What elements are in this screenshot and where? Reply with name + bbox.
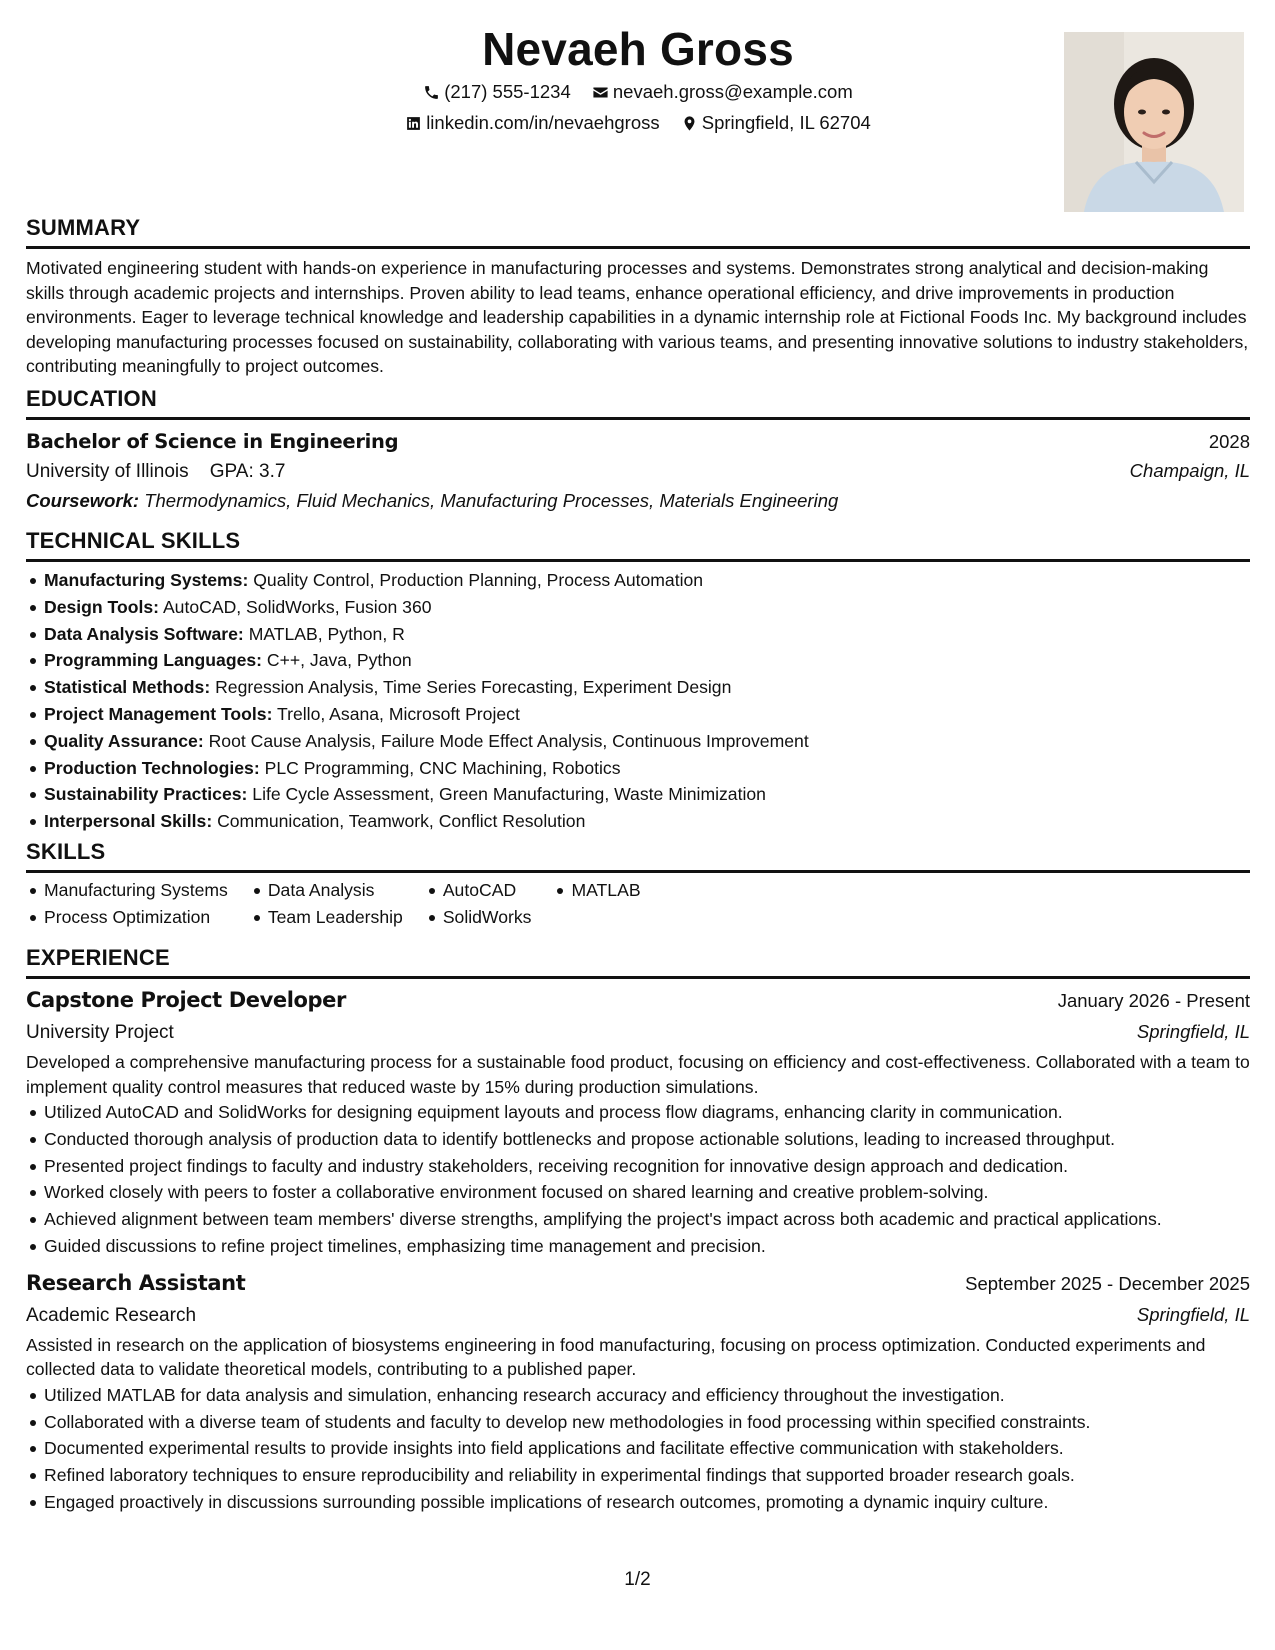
- list-item: Data Analysis: [268, 877, 403, 904]
- linkedin-text: linkedin.com/in/nevaehgross: [426, 112, 660, 133]
- list-item: Refined laboratory techniques to ensure reproducibility and reliability in experimental findings that supported broader research goals.: [44, 1462, 1250, 1489]
- skills-column-list: [26, 877, 228, 931]
- skill-value: MATLAB, Python, R: [248, 623, 405, 644]
- skills-heading: SKILLS: [26, 838, 1250, 873]
- job-bullets: [26, 1099, 1250, 1260]
- list-item: [44, 647, 1250, 674]
- list-item: [44, 781, 1250, 808]
- job-org: Academic Research: [26, 1304, 197, 1326]
- list-item: Process Optimization: [44, 904, 228, 931]
- skill-label: Interpersonal Skills:: [44, 811, 213, 832]
- list-item: [44, 728, 1250, 755]
- list-item: Documented experimental results to provide insights into field applications and facilitate effective communication with stakeholders.: [44, 1435, 1250, 1462]
- education-section: [26, 385, 1250, 515]
- coursework-list: Thermodynamics, Fluid Mechanics, Manufacturing Processes, Materials Engineering: [144, 490, 839, 511]
- skills-column-list: [553, 877, 640, 904]
- list-item: [44, 567, 1250, 594]
- email-contact[interactable]: [592, 79, 853, 105]
- job-entry: [26, 1268, 1250, 1516]
- skill-label: Project Management Tools:: [44, 703, 273, 724]
- job-title: Capstone Project Developer: [26, 988, 346, 1012]
- technical-skills-heading: TECHNICAL SKILLS: [26, 527, 1250, 562]
- summary-heading: SUMMARY: [26, 214, 1250, 249]
- skill-value: C++, Java, Python: [266, 650, 412, 671]
- job-location: Springfield, IL: [1136, 1303, 1250, 1325]
- linkedin-icon: [405, 115, 422, 132]
- list-item: MATLAB: [571, 877, 640, 904]
- skill-value: Root Cause Analysis, Failure Mode Effect Analysis, Continuous Improvement: [208, 730, 809, 751]
- envelope-icon: [592, 84, 609, 101]
- profile-photo: [1064, 32, 1244, 212]
- job-org-row: [26, 1299, 1250, 1331]
- job-bullets: [26, 1382, 1250, 1516]
- job-org: University Project: [26, 1022, 174, 1043]
- skill-label: Data Analysis Software:: [44, 623, 244, 644]
- skill-value: PLC Programming, CNC Machining, Robotics: [264, 757, 621, 778]
- skills-column-list: [425, 877, 532, 931]
- list-item: Engaged proactively in discussions surrounding possible implications of research outcomes, promoting a dynamic inquiry culture.: [44, 1489, 1250, 1516]
- job-location: Springfield, IL: [1136, 1021, 1250, 1042]
- education-school-row: [26, 456, 1250, 486]
- coursework-label: Coursework:: [26, 490, 140, 511]
- list-item: SolidWorks: [443, 904, 532, 931]
- resume-header: [26, 0, 1250, 220]
- skills-column: [553, 877, 640, 931]
- list-item: Utilized MATLAB for data analysis and simulation, enhancing research accuracy and efficiency throughout the investigation.: [44, 1382, 1250, 1409]
- skill-label: Design Tools:: [44, 596, 160, 617]
- technical-skills-list: [26, 567, 1250, 835]
- skills-column-list: [250, 877, 403, 931]
- skill-value: Quality Control, Production Planning, Process Automation: [253, 570, 704, 590]
- list-item: Manufacturing Systems: [44, 877, 228, 904]
- location-contact: [681, 110, 871, 136]
- skills-column: [425, 877, 532, 931]
- education-heading: EDUCATION: [26, 385, 1250, 420]
- graduation-year: 2028: [1208, 431, 1250, 452]
- job-entry: [26, 985, 1250, 1260]
- experience-section: [26, 944, 1250, 1516]
- list-item: Collaborated with a diverse team of students and faculty to develop new methodologies in food processing within specified constraints.: [44, 1409, 1250, 1436]
- experience-heading: EXPERIENCE: [26, 944, 1250, 979]
- skill-label: Production Technologies:: [44, 757, 260, 778]
- list-item: [44, 808, 1250, 835]
- list-item: Utilized AutoCAD and SolidWorks for designing equipment layouts and process flow diagrams, enhancing clarity in communication.: [44, 1099, 1250, 1126]
- job-description: Developed a comprehensive manufacturing process for a sustainable food product, focusing on efficiency and cost-effectiveness. Collaborated with a team to implement quality control measures that reduced waste by 15% during production simulations.: [26, 1052, 1250, 1097]
- skill-value: Life Cycle Assessment, Green Manufacturing, Waste Minimization: [252, 784, 766, 805]
- degree-title: Bachelor of Science in Engineering: [26, 430, 399, 453]
- resume-page: [26, 0, 1250, 1650]
- school-info: [26, 457, 285, 486]
- summary-section: [26, 214, 1250, 379]
- profile-photo-illustration: [1064, 32, 1244, 212]
- phone-icon: [423, 84, 440, 101]
- list-item: Team Leadership: [268, 904, 403, 931]
- job-title-row: [26, 1268, 1250, 1299]
- education-degree-row: [26, 427, 1250, 456]
- skills-grid: [26, 877, 1250, 931]
- skill-value: Trello, Asana, Microsoft Project: [277, 703, 520, 724]
- list-item: Guided discussions to refine project timelines, emphasizing time management and precision.: [44, 1233, 1250, 1260]
- skill-label: Manufacturing Systems:: [44, 570, 249, 590]
- phone-contact[interactable]: [423, 79, 571, 105]
- coursework-line: [26, 486, 1250, 515]
- map-pin-icon: [681, 115, 698, 132]
- skills-section: [26, 838, 1250, 931]
- skill-label: Statistical Methods:: [44, 677, 211, 698]
- list-item: Conducted thorough analysis of production data to identify bottlenecks and propose actionable solutions, leading to increased throughput.: [44, 1126, 1250, 1153]
- skill-value: Regression Analysis, Time Series Forecasting, Experiment Design: [215, 677, 732, 698]
- technical-skills-section: [26, 527, 1250, 835]
- list-item: AutoCAD: [443, 877, 532, 904]
- list-item: Achieved alignment between team members' diverse strengths, amplifying the project's impact across both academic and practical applications.: [44, 1206, 1250, 1233]
- email-text: nevaeh.gross@example.com: [612, 81, 853, 102]
- skill-label: Sustainability Practices:: [44, 784, 248, 805]
- skills-column: [250, 877, 403, 931]
- job-title-row: [26, 985, 1250, 1016]
- list-item: [44, 594, 1250, 621]
- location-text: Springfield, IL 62704: [701, 112, 871, 133]
- list-item: Presented project findings to faculty and industry stakeholders, receiving recognition for innovative design approach and dedication.: [44, 1153, 1250, 1180]
- school-name: University of Illinois: [26, 461, 189, 482]
- job-description: Assisted in research on the application of biosystems engineering in food manufacturing, focusing on process optimization. Conducted experiments and collected data to validate theoretical models, contributing to a published paper.: [26, 1334, 1206, 1380]
- list-item: [44, 674, 1250, 701]
- skill-value: AutoCAD, SolidWorks, Fusion 360: [162, 596, 432, 617]
- page-number: 1/2: [624, 1569, 651, 1590]
- school-location: Champaign, IL: [1129, 460, 1250, 481]
- job-dates: September 2025 - December 2025: [965, 1272, 1250, 1294]
- skill-label: Quality Assurance:: [44, 730, 204, 751]
- skills-column: [26, 877, 228, 931]
- candidate-name: Nevaeh Gross: [482, 23, 794, 75]
- skill-value: Communication, Teamwork, Conflict Resolution: [217, 811, 586, 832]
- summary-text: Motivated engineering student with hands-on experience in manufacturing processes and systems. Demonstrates strong analytical and decision-making skills through academic projects and internships. Proven ability to lead teams, enhance operational efficiency, and drive improvements in production environments. Eager to leverage technical knowledge and leadership capabilities in a dynamic internship role at Fictional Foods Inc. My background includes developing manufacturing processes focused on sustainability, collaborating with various teams, and presenting innovative solutions to industry stakeholders, contributing meaningfully to project outcomes.: [26, 258, 1249, 376]
- linkedin-contact[interactable]: [405, 110, 659, 136]
- job-org-row: [26, 1016, 1250, 1048]
- list-item: [44, 701, 1250, 728]
- list-item: [44, 755, 1250, 782]
- phone-text: (217) 555-1234: [444, 81, 571, 102]
- job-title: Research Assistant: [26, 1270, 246, 1295]
- skill-label: Programming Languages:: [44, 650, 262, 671]
- list-item: Worked closely with peers to foster a collaborative environment focused on shared learning and creative problem-solving.: [44, 1179, 1250, 1206]
- list-item: [44, 621, 1250, 648]
- gpa: GPA: 3.7: [209, 461, 286, 482]
- job-dates: January 2026 - Present: [1057, 990, 1250, 1011]
